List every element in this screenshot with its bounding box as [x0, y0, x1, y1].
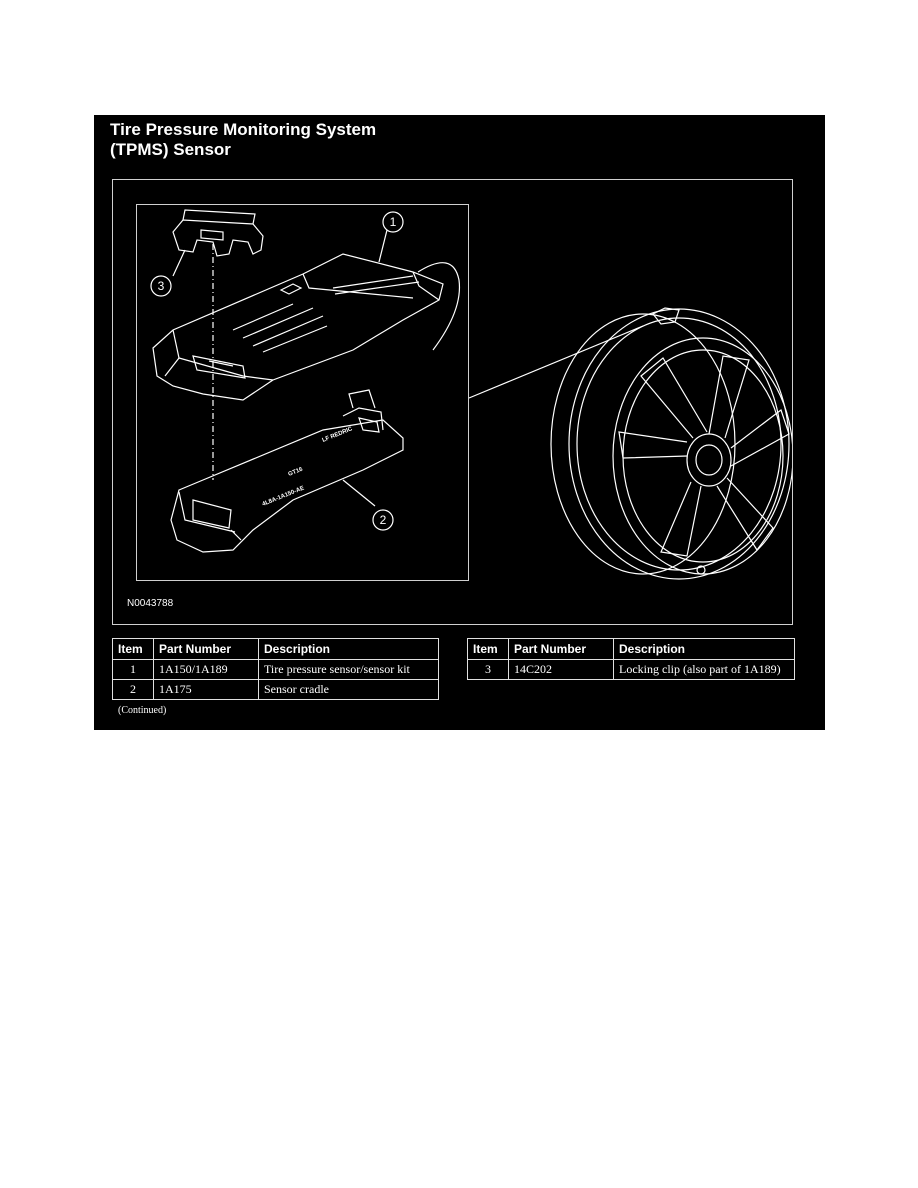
cell-item: 1 — [113, 660, 154, 680]
parts-table-left — [112, 638, 439, 700]
table-row — [113, 660, 439, 680]
header-item: Item — [113, 639, 154, 660]
callout-3-leader — [173, 250, 185, 276]
cell-part-number: 14C202 — [509, 660, 614, 680]
header-item: Item — [468, 639, 509, 660]
header-part-number: Part Number — [154, 639, 259, 660]
cell-part-number: 1A150/1A189 — [154, 660, 259, 680]
cell-description: Locking clip (also part of 1A189) — [614, 660, 795, 680]
parts-table-right — [467, 638, 795, 680]
cell-description: Tire pressure sensor/sensor kit — [259, 660, 439, 680]
figure-title-line-1: Tire Pressure Monitoring System — [110, 120, 377, 139]
callout-2-label: 2 — [379, 513, 387, 527]
tpms-illustration — [113, 180, 792, 624]
callout-1-label: 1 — [389, 215, 397, 229]
wheel-location-leader — [469, 326, 643, 398]
cell-description: Sensor cradle — [259, 680, 439, 700]
figure-title — [110, 120, 376, 160]
header-description: Description — [614, 639, 795, 660]
cradle-label-gt: GT16 — [287, 466, 304, 478]
cell-item: 2 — [113, 680, 154, 700]
figure-id: N0043788 — [127, 598, 174, 609]
sensor-cradle-drawing — [171, 390, 403, 552]
callout-2-leader — [343, 480, 375, 506]
sensor-body-drawing — [153, 254, 459, 400]
callout-1-leader — [379, 230, 387, 262]
cradle-label-part: 4L8A-1A150-AE — [261, 485, 306, 508]
table-header-row — [468, 639, 795, 660]
figure-title-line-2: (TPMS) Sensor — [110, 140, 231, 159]
figure-panel — [94, 115, 825, 730]
locking-clip-drawing — [173, 210, 263, 256]
callout-3-label: 3 — [157, 279, 165, 293]
cradle-label-lf: LF REDRIC — [321, 426, 354, 444]
illustration-frame — [112, 179, 793, 625]
table-row — [468, 660, 795, 680]
header-description: Description — [259, 639, 439, 660]
header-part-number: Part Number — [509, 639, 614, 660]
continued-note: (Continued) — [118, 705, 167, 716]
cell-part-number: 1A175 — [154, 680, 259, 700]
cell-item: 3 — [468, 660, 509, 680]
table-row — [113, 680, 439, 700]
table-header-row — [113, 639, 439, 660]
